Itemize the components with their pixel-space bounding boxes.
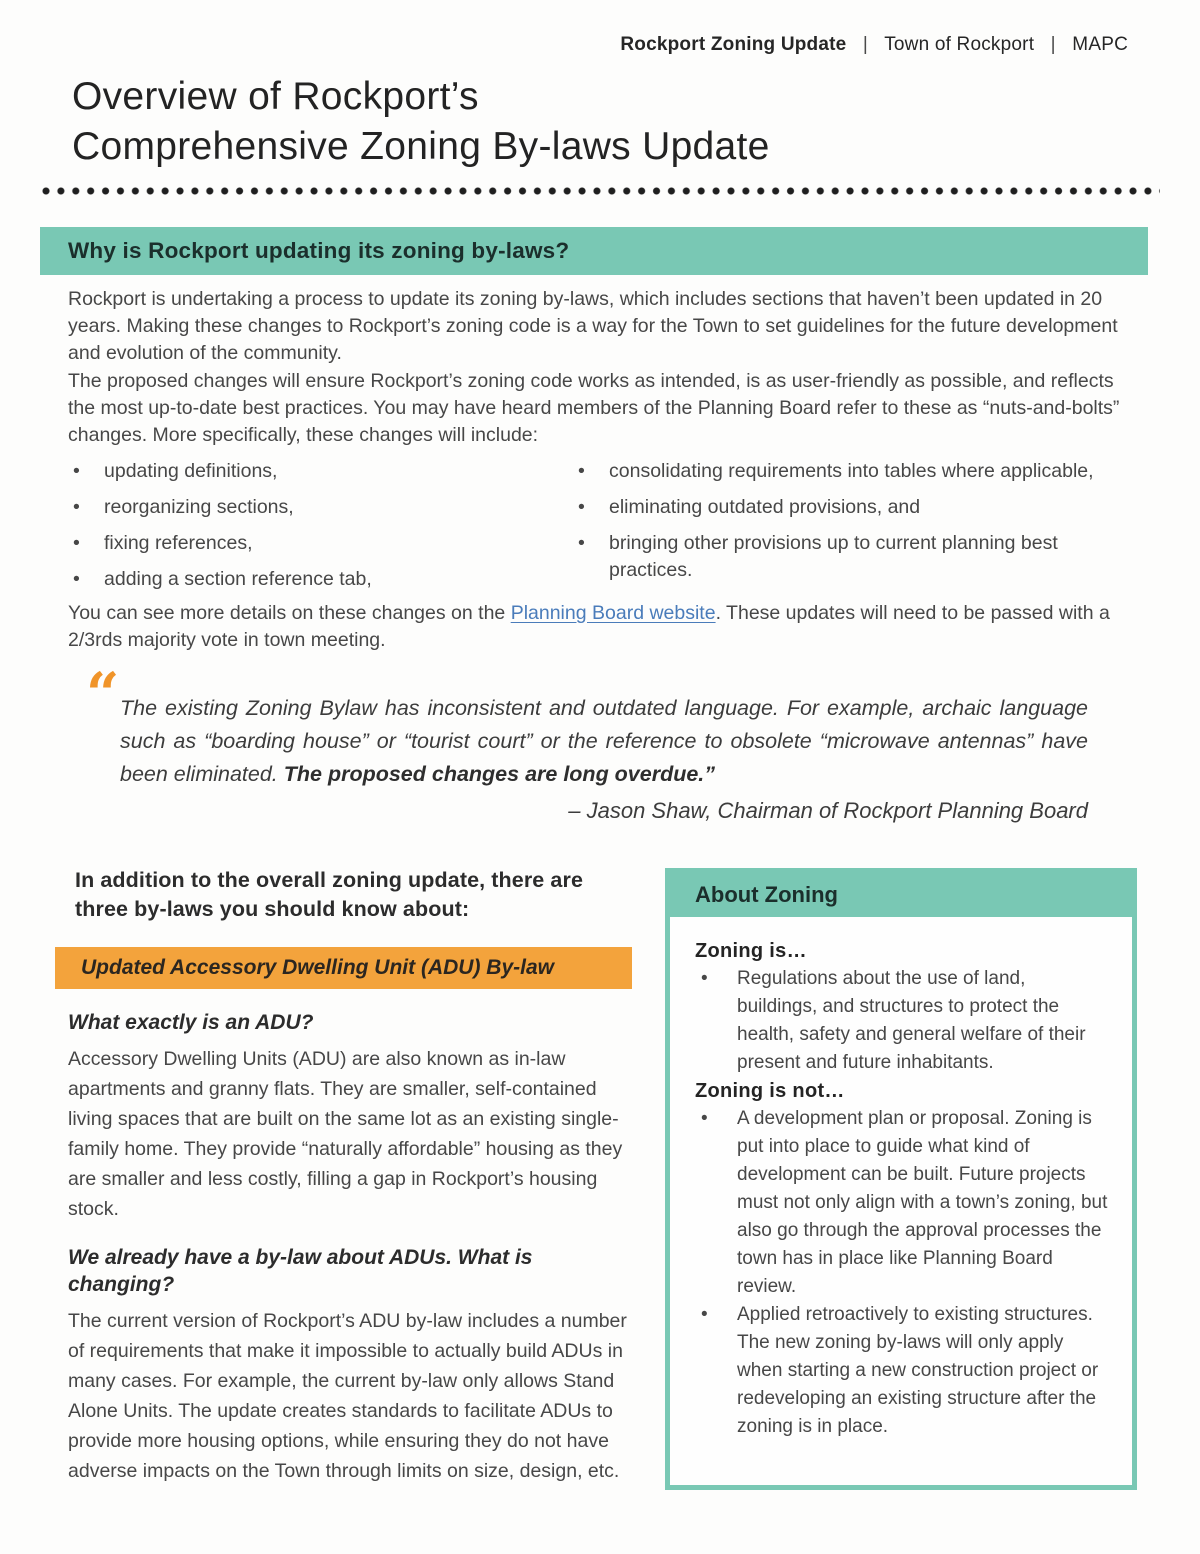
zoning-is-list bbox=[695, 965, 1108, 1077]
masthead bbox=[620, 34, 1128, 56]
page-title-line2: Comprehensive Zoning By-laws Update bbox=[72, 125, 770, 168]
dotted-divider bbox=[40, 185, 1160, 197]
list-item: • A development plan or proposal. Zoning is put into place to guide what kind of development can be built. Future projects must not only align with a town’s zoning, but also go through the approval processes the town has in place like Planning Board review. bbox=[695, 1105, 1108, 1301]
planning-board-website-link[interactable]: Planning Board website bbox=[510, 602, 716, 624]
changes-bullet-list-left bbox=[68, 458, 573, 602]
quote-text-bold: The proposed changes are long overdue.” bbox=[283, 762, 716, 786]
masthead-town: Town of Rockport bbox=[884, 34, 1035, 55]
adu-answer-1: Accessory Dwelling Units (ADU) are also known as in-law apartments and granny flats. They are smaller, self-contained living spaces that are built on the same lot as an existing single-family home. They provide “naturally affordable” housing as they are smaller and less costly, filling a gap in Rockport’s housing stock. bbox=[68, 1048, 623, 1220]
list-item: • adding a section reference tab, bbox=[68, 566, 573, 593]
about-zoning-header-label: About Zoning bbox=[695, 882, 838, 907]
adu-answer-2: The current version of Rockport’s ADU by-law includes a number of requirements that make it impossible to actually build ADUs in many cases. For example, the current by-law only allows Stand Alone Units. The update creates standards to facilitate ADUs to provide more housing options, while ensuring they do not have adverse impacts on the Town through limits on size, design, etc. bbox=[68, 1310, 627, 1482]
list-item: • bringing other provisions up to current planning best practices. bbox=[573, 530, 1142, 584]
masthead-title: Rockport Zoning Update bbox=[620, 34, 847, 55]
adu-bylaw-banner bbox=[55, 947, 632, 989]
why-paragraph-1: Rockport is undertaking a process to update its zoning by-laws, which includes sections that haven’t been updated in 20 years. Making these changes to Rockport’s zoning code is a way for the Town to set guidelines for the future development and evolution of the community. bbox=[68, 288, 1118, 364]
section-header-why-label: Why is Rockport updating its zoning by-laws? bbox=[68, 238, 570, 263]
quote-attribution: – Jason Shaw, Chairman of Rockport Planning Board bbox=[568, 798, 1088, 823]
list-item: • eliminating outdated provisions, and bbox=[573, 494, 1142, 521]
details-paragraph bbox=[68, 600, 1142, 654]
about-zoning-body bbox=[670, 917, 1132, 1451]
zoning-is-not-label: Zoning is not… bbox=[695, 1080, 845, 1102]
section-header-why bbox=[40, 227, 1148, 275]
page-title-line1: Overview of Rockport’s bbox=[72, 75, 479, 118]
about-zoning-box bbox=[665, 868, 1137, 1490]
masthead-separator: | bbox=[862, 34, 869, 55]
about-zoning-header bbox=[670, 873, 1132, 917]
list-item: • Regulations about the use of land, buildings, and structures to protect the health, safety and general welfare of their present and future inhabitants. bbox=[695, 965, 1108, 1077]
zoning-is-not-list bbox=[695, 1105, 1108, 1441]
changes-bullet-list-right bbox=[573, 458, 1142, 602]
masthead-org: MAPC bbox=[1072, 34, 1128, 55]
details-text-before: You can see more details on these changes on the bbox=[68, 602, 511, 624]
three-bylaws-column bbox=[55, 866, 632, 1486]
adu-question-2: We already have a by-law about ADUs. What is changing? bbox=[68, 1246, 533, 1296]
adu-question-1: What exactly is an ADU? bbox=[68, 1011, 314, 1034]
list-item: • consolidating requirements into tables where applicable, bbox=[573, 458, 1142, 485]
pull-quote bbox=[86, 660, 1088, 791]
details-text-after: . These updates will need to be passed with a 2/3rds majority vote in town meeting. bbox=[68, 602, 1110, 651]
zoning-is-label: Zoning is… bbox=[695, 940, 807, 962]
open-quote-icon: “ bbox=[86, 660, 118, 728]
quote-text: The existing Zoning Bylaw has inconsistent and outdated language. For example, archaic language such as “boarding house” or “tourist court” or the reference to obsolete “microwave antennas” have been eliminated. bbox=[120, 696, 1088, 786]
three-bylaws-intro: In addition to the overall zoning update, there are three by-laws you should know about: bbox=[75, 868, 584, 921]
changes-bullet-lists bbox=[68, 458, 1142, 602]
list-item: • reorganizing sections, bbox=[68, 494, 573, 521]
list-item: • fixing references, bbox=[68, 530, 573, 557]
page-title bbox=[72, 72, 770, 172]
list-item: • updating definitions, bbox=[68, 458, 573, 485]
adu-bylaw-banner-label: Updated Accessory Dwelling Unit (ADU) By-law bbox=[81, 956, 554, 979]
masthead-separator: | bbox=[1050, 34, 1056, 55]
why-paragraph-2: The proposed changes will ensure Rockport’s zoning code works as intended, is as user-friendly as possible, and reflects the most up-to-date best practices. You may have heard members of the Planning Board refer to these as “nuts-and-bolts” changes. More specifically, these changes will include: bbox=[68, 370, 1120, 446]
list-item: • Applied retroactively to existing structures. The new zoning by-laws will only apply when starting a new construction project or redeveloping an existing structure after the zoning is in place. bbox=[695, 1301, 1108, 1441]
